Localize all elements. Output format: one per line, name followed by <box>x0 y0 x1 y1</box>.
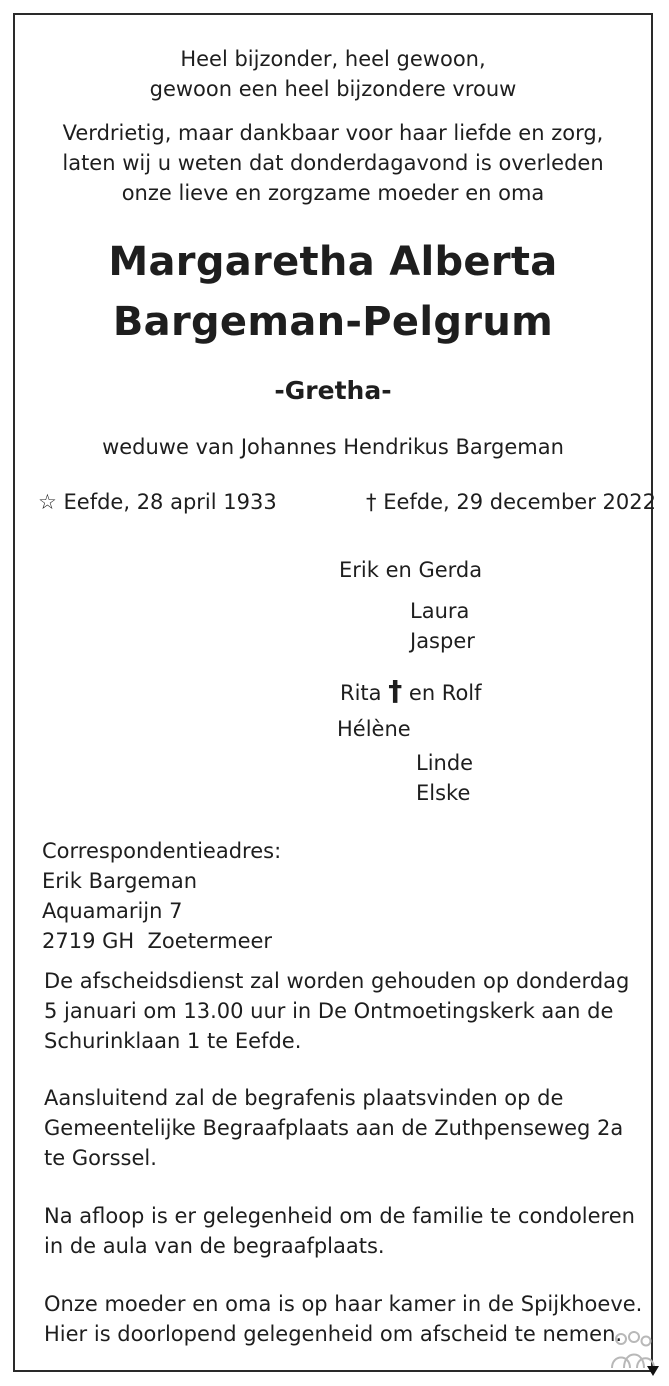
intro-poem <box>13 44 653 104</box>
burial-line-3: te Gorssel. <box>44 1146 157 1170</box>
star-icon: ☆ <box>38 490 57 514</box>
burial-line-2: Gemeentelijke Begraafplaats aan de Zuthpenseweg 2a <box>44 1116 624 1140</box>
cross-icon: † <box>388 674 403 707</box>
deceased-name <box>13 232 653 352</box>
name-line-2: Bargeman-Pelgrum <box>112 299 554 345</box>
correspondence-address <box>42 836 281 956</box>
widow-of: weduwe van Johannes Hendrikus Bargeman <box>102 435 564 459</box>
family-great-grandchild-2: Elske <box>416 781 471 805</box>
correspondence-street: Aquamarijn 7 <box>42 899 183 923</box>
announcement-line-3: onze lieve en zorgzame moeder en oma <box>121 181 545 205</box>
visitation-paragraph <box>44 1289 644 1349</box>
visitation-line-1: Onze moeder en oma is op haar kamer in de Spijkhoeve. <box>44 1292 643 1316</box>
family-couple-1: Erik en Gerda <box>339 558 483 582</box>
burial-paragraph <box>44 1083 644 1173</box>
intro-line-1: Heel bijzonder, heel gewoon, <box>180 47 486 71</box>
name-line-1: Margaretha Alberta <box>108 239 558 285</box>
intro-line-2: gewoon een heel bijzondere vrouw <box>149 77 517 101</box>
family-couple-2 <box>340 676 482 708</box>
family-grandchild-1: Laura <box>410 599 470 623</box>
down-triangle-icon <box>646 1362 660 1374</box>
family-grandchild-3: Hélène <box>337 717 411 741</box>
death-text: Eefde, 29 december 2022 <box>383 490 656 514</box>
service-line-3: Schurinklaan 1 te Eefde. <box>44 1029 302 1053</box>
couple-2-name: Rita <box>340 681 382 705</box>
nickname: -Gretha- <box>274 376 392 405</box>
birth-info <box>38 490 277 514</box>
correspondence-city: 2719 GH Zoetermeer <box>42 929 273 953</box>
condolence-line-2: in de aula van de begraafplaats. <box>44 1234 385 1258</box>
condolence-paragraph <box>44 1201 644 1261</box>
service-line-1: De afscheidsdienst zal worden gehouden op donderdag <box>44 969 630 993</box>
family-grandchild-2: Jasper <box>410 629 475 653</box>
burial-line-1: Aansluitend zal de begrafenis plaatsvinden op de <box>44 1086 564 1110</box>
correspondence-name: Erik Bargeman <box>42 869 197 893</box>
family-great-grandchild-1: Linde <box>416 751 474 775</box>
announcement <box>13 118 653 208</box>
visitation-line-2: Hier is doorlopend gelegenheid om afscheid te nemen. <box>44 1322 623 1346</box>
birth-text: Eefde, 28 april 1933 <box>63 490 277 514</box>
couple-2-rest: en Rolf <box>408 681 482 705</box>
death-info <box>366 490 656 514</box>
service-paragraph <box>44 966 644 1056</box>
announcement-line-1: Verdrietig, maar dankbaar voor haar liefde en zorg, <box>62 121 604 145</box>
announcement-line-2: laten wij u weten dat donderdagavond is overleden <box>62 151 604 175</box>
condolence-line-1: Na afloop is er gelegenheid om de familie te condoleren <box>44 1204 635 1228</box>
service-line-2: 5 januari om 13.00 uur in De Ontmoetingskerk aan de <box>44 999 614 1023</box>
dagger-icon: † <box>366 490 377 514</box>
correspondence-heading: Correspondentieadres: <box>42 839 282 863</box>
